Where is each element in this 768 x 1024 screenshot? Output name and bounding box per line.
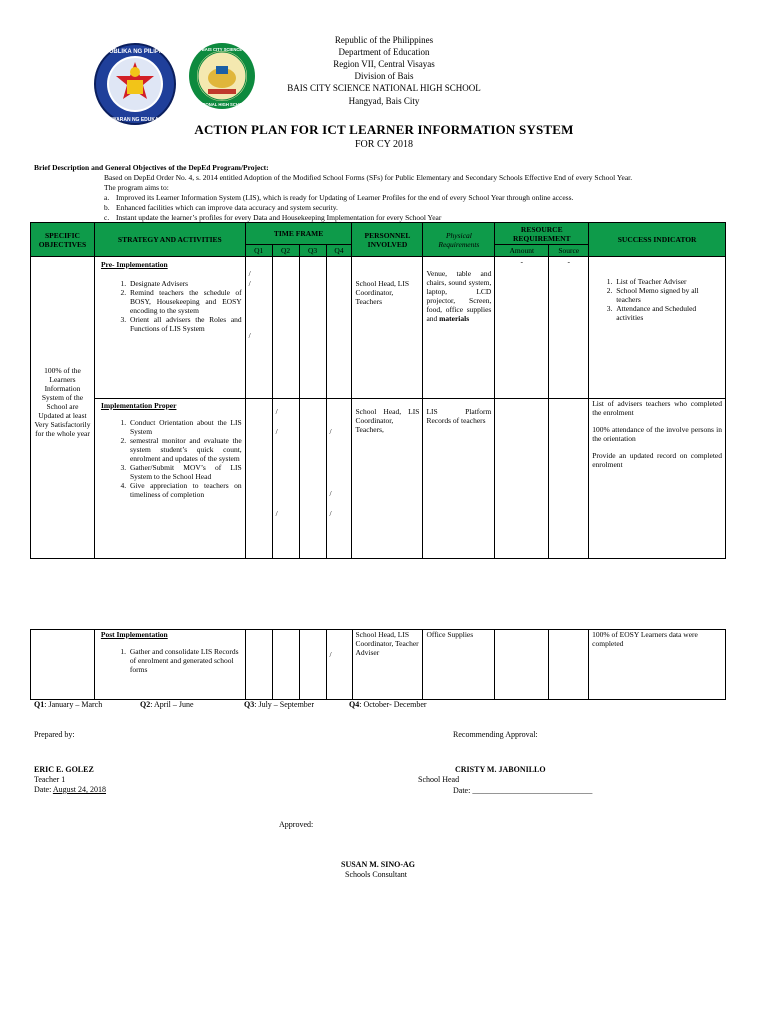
source-cell (549, 399, 589, 559)
q1-cell (245, 399, 272, 559)
list-item: 4. Give appreciation to teachers on timeliness of completion (128, 481, 242, 499)
recommender-date: Date: ______________________________ (453, 786, 593, 795)
personnel-text: School Head, LIS Coordinator, Teachers (355, 279, 410, 306)
activity-cell (94, 399, 245, 559)
header-personnel: PERSONNEL INVOLVED (352, 223, 423, 257)
header-amount: Amount (495, 245, 549, 257)
quarter-legend-q2: Q2: April – June (140, 700, 194, 709)
q-mark: / (248, 331, 251, 340)
amount-cell (495, 257, 549, 399)
personnel-cell (352, 399, 423, 559)
brief-paragraph: Based on DepEd Order No. 4, s. 2014 entitled Adoption of the Modified School Forms (SFs) for Public Elementary and Secondary Schools Effective End of every School Year. (104, 173, 633, 182)
header-line-republic: Republic of the Philippines (334, 35, 434, 45)
phase-label: Post Implementation (100, 630, 168, 639)
document-subtitle: FOR CY 2018 (355, 139, 413, 150)
header-source: Source (549, 245, 589, 257)
brief-item: b. Enhanced facilities which can improve data accuracy and system security. (104, 203, 338, 212)
phase-label: Pre- Implementation (100, 260, 168, 269)
header-physical: Physical Requirements (423, 223, 495, 257)
success-text: 100% of EOSY Learners data were completed (592, 630, 698, 648)
success-list (592, 277, 722, 322)
header-resource: RESOURCE REQUIREMENT (495, 223, 589, 245)
header-q1: Q1 (245, 245, 272, 257)
physical-cell (423, 257, 495, 399)
q3-cell (299, 257, 326, 399)
list-item: 2. School Memo signed by all teachers (614, 286, 722, 304)
physical-text: Office Supplies (426, 630, 474, 639)
q2-cell (272, 630, 299, 700)
amount-cell (495, 399, 549, 559)
success-cell (589, 630, 726, 700)
preparer-date: Date: August 24, 2018 (34, 785, 107, 794)
list-item: 3. Gather/Submit MOV’s of LIS System to the School Head (128, 463, 242, 481)
quarter-legend-q3: Q3: July – September (244, 700, 315, 709)
quarter-legend-q1: Q1: January – March (34, 700, 103, 709)
q-mark: / (248, 279, 251, 288)
header-school-address: Hangyad, Bais City (348, 96, 420, 106)
preparer-name: ERIC E. GOLEZ (34, 765, 94, 774)
q4-cell (326, 630, 352, 700)
header-time-frame: TIME FRAME (245, 223, 352, 245)
q1-cell (245, 630, 272, 700)
svg-text:BAIS CITY SCIENCE: BAIS CITY SCIENCE (201, 47, 243, 52)
q-mark: / (275, 427, 278, 436)
personnel-text: School Head, LIS Coordinator, Teacher Adviser (355, 630, 419, 657)
approver-title: Schools Consultant (345, 870, 408, 879)
activity-list (98, 279, 242, 333)
svg-text:NATIONAL HIGH SCHOOL: NATIONAL HIGH SCHOOL (196, 102, 248, 107)
activity-list (98, 647, 242, 674)
svg-text:REPUBLIKA NG PILIPINAS: REPUBLIKA NG PILIPINAS (96, 49, 174, 55)
source-value: - (567, 257, 570, 266)
header-strategy-activities: STRATEGY AND ACTIVITIES (94, 223, 245, 257)
brief-aims: The program aims to: (104, 183, 169, 192)
q-mark: / (329, 489, 332, 498)
q-mark: / (275, 509, 278, 518)
objective-text: 100% of the Learners Information System of the School are Updated at least Very Satisfactorily for the whole year (34, 366, 91, 438)
list-item: 1. List of Teacher Adviser (614, 277, 722, 286)
physical-text-emphasis: materials (439, 314, 470, 323)
header-q3: Q3 (299, 245, 326, 257)
post-implementation-table (30, 629, 726, 700)
list-item: 2. semestral monitor and evaluate the system student’s quick count, enrolment and updates of the system (128, 436, 242, 463)
header-q2: Q2 (272, 245, 299, 257)
header-q4: Q4 (326, 245, 352, 257)
q2-cell (272, 399, 299, 559)
header-specific-objectives: SPECIFIC OBJECTIVES (31, 223, 95, 257)
approved-label: Approved: (279, 820, 314, 829)
activity-list (98, 418, 242, 499)
action-plan-table (30, 222, 726, 559)
personnel-cell (352, 630, 423, 700)
recommending-label: Recommending Approval: (453, 730, 538, 739)
header-success-indicator: SUCCESS INDICATOR (589, 223, 726, 257)
success-text: Provide an updated record on completed enrolment (592, 451, 722, 469)
brief-item: a. Improved its Learner Information System (LIS), which is ready for Updating of Learner Profiles for the end of every School Year through online access. (104, 193, 574, 202)
physical-text: Venue, table and chairs, sound system, laptop, LCD projector, Screen, food, office supplies and (426, 269, 492, 323)
physical-cell (423, 399, 495, 559)
q-mark: / (329, 650, 332, 659)
brief-description (34, 163, 734, 223)
activity-cell (94, 630, 245, 700)
recommender-name: CRISTY M. JABONILLO (455, 765, 546, 774)
personnel-text: School Head, LIS Coordinator, Teachers, (355, 407, 420, 434)
activity-cell (94, 257, 245, 399)
success-text: 100% attendance of the involve persons in the orientation (592, 425, 722, 443)
prepared-label: Prepared by: (34, 730, 75, 739)
success-cell (589, 399, 726, 559)
objective-cell (31, 630, 95, 700)
q-mark: / (329, 509, 332, 518)
list-item: 1. Designate Advisers (128, 279, 242, 288)
source-cell (549, 630, 589, 700)
q4-cell (326, 257, 352, 399)
q3-cell (299, 630, 326, 700)
list-item: 3. Attendance and Scheduled activities (614, 304, 722, 322)
brief-heading: Brief Description and General Objectives of the DepEd Program/Project: (34, 163, 269, 172)
q-mark: / (275, 407, 278, 416)
list-item: 1. Conduct Orientation about the LIS System (128, 418, 242, 436)
list-item: 1. Gather and consolidate LIS Records of enrolment and generated school forms (128, 647, 242, 674)
q3-cell (299, 399, 326, 559)
quarter-legend-q4: Q4: October- December (349, 700, 427, 709)
approver-name: SUSAN M. SINO-AG (341, 860, 416, 869)
q-mark: / (248, 269, 251, 278)
q1-cell (245, 257, 272, 399)
q2-cell (272, 257, 299, 399)
header-line-region: Region VII, Central Visayas (333, 59, 435, 69)
header-line-division: Division of Bais (354, 71, 414, 81)
recommender-title: School Head (418, 775, 460, 784)
q-mark: / (329, 427, 332, 436)
physical-cell (423, 630, 495, 700)
table-row (31, 257, 726, 399)
table-row (31, 399, 726, 559)
success-text: List of advisers teachers who completed the enrolment (592, 399, 722, 417)
success-cell (589, 257, 726, 399)
list-item: 3. Orient all advisers the Roles and Functions of LIS System (128, 315, 242, 333)
preparer-title: Teacher 1 (34, 775, 66, 784)
physical-text: LIS Platform Records of teachers (426, 407, 492, 425)
svg-text:KAGAWARAN NG EDUKASYON: KAGAWARAN NG EDUKASYON (97, 117, 173, 123)
amount-cell (495, 630, 549, 700)
q4-cell (326, 399, 352, 559)
brief-item: c. Instant update the learner’s profiles for every Data and Housekeeping Implementation for every School Year (104, 213, 442, 222)
phase-label: Implementation Proper (100, 401, 177, 410)
source-cell (549, 257, 589, 399)
header-line-department: Department of Education (338, 47, 430, 57)
personnel-cell (352, 257, 423, 399)
amount-value: - (520, 257, 524, 266)
objective-cell (31, 257, 95, 559)
header-school-name: BAIS CITY SCIENCE NATIONAL HIGH SCHOOL (287, 83, 481, 93)
list-item: 2. Remind teachers the schedule of BOSY, Housekeeping and EOSY encoding to the system (128, 288, 242, 315)
table-row (31, 630, 726, 700)
document-title: ACTION PLAN FOR ICT LEARNER INFORMATION SYSTEM (194, 122, 574, 137)
